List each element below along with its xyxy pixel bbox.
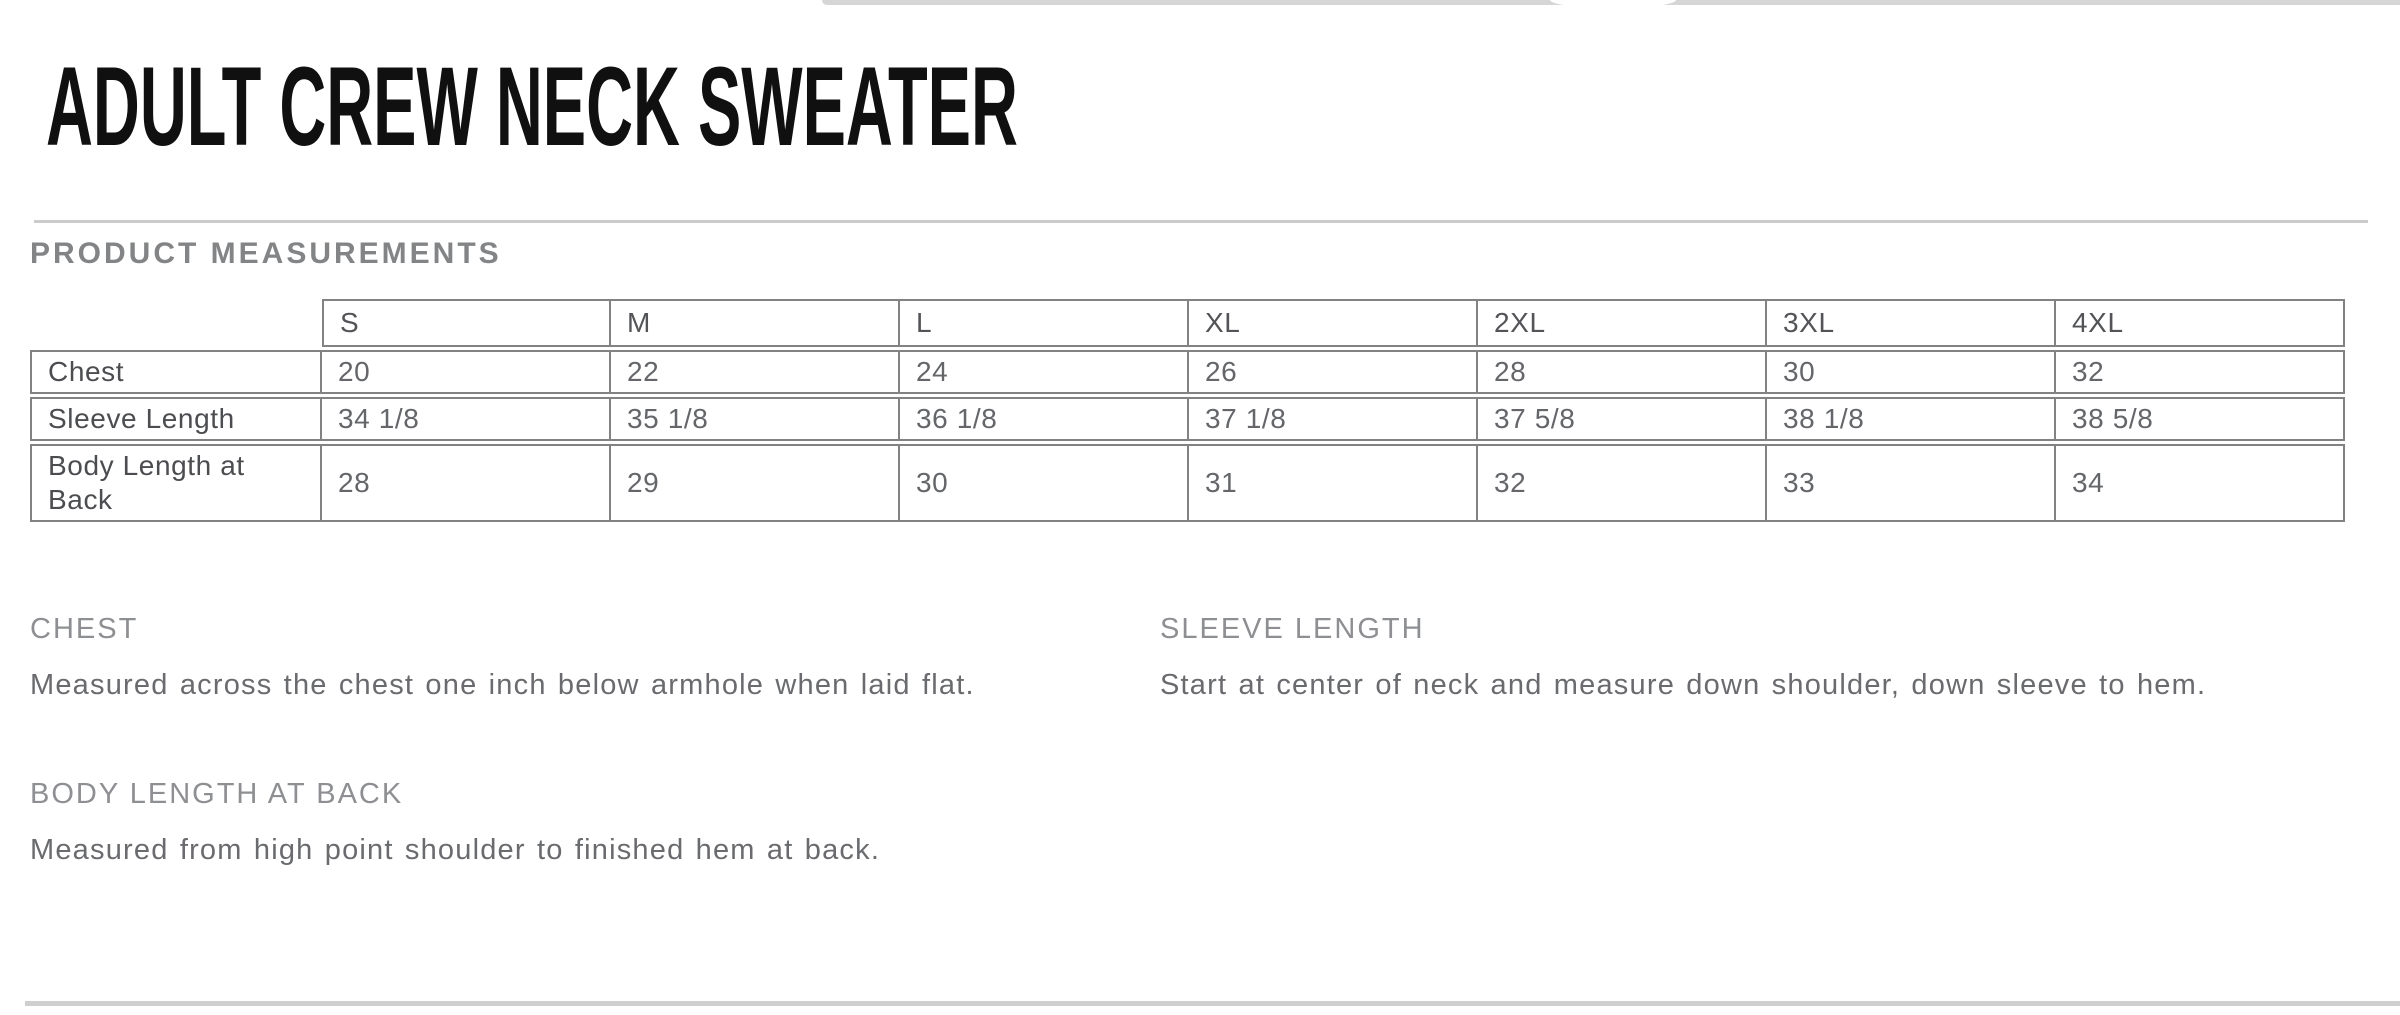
measurement-descriptions <box>30 610 2370 876</box>
table-body <box>30 350 2345 522</box>
measurement-value-cell: 38 1/8 <box>1767 397 2056 441</box>
size-column-header: M <box>611 299 900 347</box>
size-column-header: XL <box>1189 299 1478 347</box>
measurement-value-cell: 36 1/8 <box>900 397 1189 441</box>
measurement-value-cell: 34 <box>2056 444 2345 522</box>
measurement-value-cell: 29 <box>611 444 900 522</box>
measurement-value-cell: 30 <box>1767 350 2056 394</box>
measurement-value-cell: 28 <box>322 444 611 522</box>
measurement-value-cell: 28 <box>1478 350 1767 394</box>
table-header-row <box>30 299 2345 347</box>
table-row <box>30 397 2345 441</box>
section-heading: PRODUCT MEASUREMENTS <box>30 237 502 270</box>
measurement-value-cell: 30 <box>900 444 1189 522</box>
description-body-length <box>30 775 1160 876</box>
description-heading: BODY LENGTH AT BACK <box>30 778 404 810</box>
table-corner-cell <box>30 299 322 347</box>
top-card-edge <box>822 0 2400 5</box>
description-spacer <box>1160 775 2370 876</box>
description-sleeve-length <box>1160 610 2370 711</box>
row-label-cell: Body Length at Back <box>30 444 322 522</box>
measurement-value-cell: 37 5/8 <box>1478 397 1767 441</box>
size-column-header: 2XL <box>1478 299 1767 347</box>
measurement-value-cell: 33 <box>1767 444 2056 522</box>
measurement-value-cell: 32 <box>2056 350 2345 394</box>
description-heading: CHEST <box>30 613 139 645</box>
description-heading: SLEEVE LENGTH <box>1160 613 1425 645</box>
measurements-table-container <box>30 296 2345 525</box>
measurement-value-cell: 38 5/8 <box>2056 397 2345 441</box>
row-label-cell: Sleeve Length <box>30 397 322 441</box>
measurements-table <box>30 296 2345 525</box>
description-text: Measured across the chest one inch below armhole when laid flat. <box>30 669 975 701</box>
size-column-header: 3XL <box>1767 299 2056 347</box>
description-text: Start at center of neck and measure down shoulder, down sleeve to hem. <box>1160 669 2207 701</box>
measurement-value-cell: 20 <box>322 350 611 394</box>
description-chest <box>30 610 1160 711</box>
measurement-value-cell: 32 <box>1478 444 1767 522</box>
measurement-value-cell: 26 <box>1189 350 1478 394</box>
measurement-value-cell: 34 1/8 <box>322 397 611 441</box>
size-column-header: 4XL <box>2056 299 2345 347</box>
measurement-value-cell: 22 <box>611 350 900 394</box>
top-card-edge-notch <box>1550 0 1676 8</box>
size-column-header: L <box>900 299 1189 347</box>
measurement-value-cell: 24 <box>900 350 1189 394</box>
bottom-divider <box>25 1001 2400 1006</box>
size-column-header: S <box>322 299 611 347</box>
row-label-cell: Chest <box>30 350 322 394</box>
page-title: ADULT CREW NECK SWEATER <box>46 44 1018 169</box>
measurement-value-cell: 35 1/8 <box>611 397 900 441</box>
description-text: Measured from high point shoulder to finished hem at back. <box>30 834 881 866</box>
measurement-value-cell: 31 <box>1189 444 1478 522</box>
table-row <box>30 444 2345 522</box>
top-divider <box>34 220 2368 223</box>
measurement-value-cell: 37 1/8 <box>1189 397 1478 441</box>
table-row <box>30 350 2345 394</box>
